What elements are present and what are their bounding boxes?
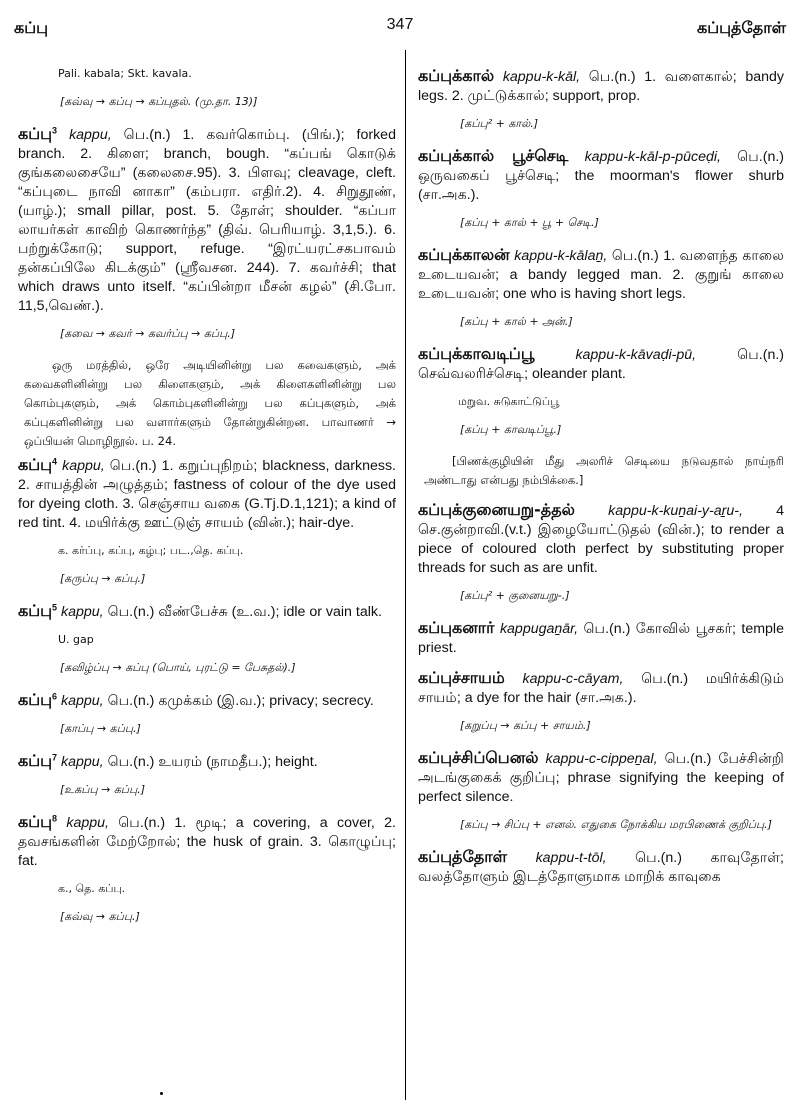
cognate-note: க., தெ. கப்பு.	[58, 882, 126, 895]
left-column	[18, 52, 396, 939]
page-number: 347	[386, 16, 414, 33]
headword: கப்பு	[18, 601, 53, 620]
definition: பெ.(n.) 1. மூடி; a covering, a cover, 2. தவசங்களின் மேற்றோல்; the husk of grain. 3. கொழுப்பு; fat.	[18, 815, 396, 869]
homonym-number: 7	[52, 752, 58, 763]
headword: கப்புக்காலன்	[418, 245, 510, 264]
explanatory-note: [பிணக்குழியின் மீது அலரிச் செடியை நடுவதால் நாய்நரி அண்டாது என்பது நம்பிக்கை.]	[424, 454, 784, 487]
transliteration: kappu-c-cāyam,	[522, 671, 624, 687]
etymology-note: [கப்பு + கால் + அன்.]	[460, 315, 573, 328]
etymology-note: [கவ்வு → கப்பு → கப்புதல். (மு.தா. 13)]	[60, 95, 258, 108]
dictionary-entry	[18, 455, 396, 533]
definition: பெ.(n.) காவுதோள்; வலத்தோளும் இடத்தோளுமாக மாறிக் காவுகை	[418, 850, 784, 885]
headword: கப்புத்தோள்	[418, 847, 508, 866]
transliteration: kappu,	[62, 458, 105, 474]
headword: கப்புக்காவடிப்பூ	[418, 344, 535, 363]
dictionary-entry	[18, 124, 396, 316]
definition: பெ.(n.) செவ்வலரிச்செடி; oleander plant.	[418, 347, 784, 382]
headword: கப்புச்சிப்பெனல்	[418, 748, 539, 767]
definition: 4 செ.குன்றாவி.(v.t.) இழையோட்டுதல் (வின்.); to render a piece of coloured cloth perfect by substituting proper threads for such as are unfit.	[418, 503, 784, 576]
transliteration: kappu,	[61, 604, 104, 620]
right-column	[418, 52, 784, 897]
transliteration: kappugaṉār,	[499, 621, 579, 637]
etymology-note: [கப்பு → சிப்பு + எனல். எதுகை நோக்கிய மரபிணைக் குறிப்பு.]	[460, 818, 772, 831]
homonym-number: 6	[52, 691, 58, 702]
page-speck	[160, 1092, 163, 1095]
headword: கப்புகனார்	[418, 618, 495, 637]
dictionary-entry	[418, 668, 784, 708]
dictionary-entry	[418, 344, 784, 384]
homonym-number: 3	[52, 125, 58, 136]
definition: பெ.(n.) வீண்பேச்சு (உ.வ.); idle or vain talk.	[107, 604, 382, 620]
cognate-note: க. கர்ப்பு, கப்பு, கழ்பு; பட.,தெ. கப்பு.	[58, 544, 244, 557]
etymology-note: [கறுப்பு → கப்பு + சாயம்.]	[460, 719, 591, 732]
etymology-note: [காப்பு → கப்பு.]	[60, 722, 141, 735]
definition: பெ.(n.) பேச்சின்றி அடங்குகைக் குறிப்பு; phrase signifying the keeping of perfect silence.	[418, 751, 784, 805]
headword: கப்பு	[18, 124, 53, 143]
cognate-note: U. gap	[58, 633, 94, 646]
header-right-headword: கப்புத்தோள்	[696, 18, 786, 37]
headword: கப்புச்சாயம்	[418, 668, 505, 687]
transliteration: kappu-t-tōl,	[535, 850, 607, 866]
definition: பெ.(n.) மயிர்க்கிடும் சாயம்; a dye for the hair (சா.அக.).	[418, 671, 784, 706]
definition: பெ.(n.) உயரம் (நாமதீப.); height.	[107, 754, 318, 770]
explanatory-note: ஒரு மரத்தில், ஒரே அடியினின்று பல கவைகளும், அக் கவைகளினின்று பல கிளைகளும், அக் கிளைகளினின்று பல கொம்புகளும், அக் கொம்புகளினின்று பல கப்புகளும், அக் கப்புகளினின்று பல வளார்களும் தோன்றுகின்றன. பாவாணர் → ஒப்பியன் மொழிநூல். ப. 24.	[24, 358, 396, 448]
transliteration: kappu,	[61, 754, 104, 770]
column-divider	[405, 50, 406, 1100]
headword: கப்புக்குனையறு-த்தல்	[418, 500, 575, 519]
etymology-note: [உகப்பு → கப்பு.]	[60, 783, 146, 796]
transliteration: kappu-k-kuṉai-y-aṟu-,	[608, 503, 743, 519]
dictionary-entry	[418, 245, 784, 304]
homonym-number: 8	[52, 813, 58, 824]
transliteration: kappu,	[66, 815, 109, 831]
dictionary-entry	[18, 812, 396, 871]
homonym-number: 4	[52, 456, 58, 467]
etymology-note: [கப்பு + கால் + பூ + செடி.]	[460, 216, 599, 229]
definition: பெ.(n.) 1. வளைகால்; bandy legs. 2. முட்டுக்கால்; support, prop.	[418, 69, 784, 104]
transliteration: kappu-c-cippeṉal,	[545, 751, 658, 767]
dictionary-entry	[18, 601, 396, 622]
page-header	[0, 0, 800, 42]
headword: கப்பு	[18, 690, 53, 709]
transliteration: kappu-k-kālaṉ,	[514, 248, 608, 264]
transliteration: kappu,	[61, 693, 104, 709]
etymology-note: [கப்பு² + கால்.]	[460, 117, 539, 130]
dictionary-entry	[418, 500, 784, 578]
definition: பெ.(n.) கோவில் பூசகர்; temple priest.	[418, 621, 784, 656]
transliteration: kappu-k-kāl-p-pūceḍi,	[584, 149, 721, 165]
definition: பெ.(n.) 1. கவர்கொம்பு. (பிங்.); forked branch. 2. கிளை; branch, bough. “கப்பங் கொடுக் குங்கலைசையே” (கலைசை.95). 3. பிளவு; cleavage, cleft. “கப்புடை நாவி னாகா” (கம்பரா. எதிர்.2). 4. சிறுதூண், (யாழ்.); small pillar, post. 5. தோள்; shoulder. “கப்பா லாயர்கள் காவிற் கொணர்ந்த” (திவ். பெரியாழ். 3,1,5.). 6. பற்றுக்கோடு; support, refuge. “இரட்யரட்சகபாவம் தன்கப்பிலே கிடக்கும்” (ஸ்ரீவசன. 244). 7. கவர்ச்சி; that which draws unto itself. “கப்பின்றா மீசன் கழல்” (சி.போ. 11,5,வெண்.).	[18, 127, 396, 314]
headword: கப்புக்கால் பூச்செடி	[418, 146, 569, 165]
dictionary-entry	[418, 66, 784, 106]
headword: கப்புக்கால்	[418, 66, 495, 85]
synonym-note: மறுவ. சுடுகாட்டுப்பூ	[458, 395, 560, 408]
definition: பெ.(n.) 1. கறுப்புநிறம்; blackness, darkness. 2. சாயத்தின் அழுத்தம்; fastness of colour of the dye used for dyeing cloth. 3. செஞ்சாய வகை (G.Tj.D.1,121); a kind of red tint. 4. மயிர்க்கு ஊட்டுஞ் சாயம் (வின்.); hair-dye.	[18, 458, 396, 531]
definition: பெ.(n.) கமுக்கம் (இ.வ.); privacy; secrecy.	[107, 693, 374, 709]
etymology-note: [கவை → கவர் → கவர்ப்பு → கப்பு.]	[60, 327, 236, 340]
headword: கப்பு	[18, 751, 53, 770]
dictionary-entry	[418, 618, 784, 658]
transliteration: kappu-k-kāvaḍi-pū,	[575, 347, 697, 363]
cognate-note: Pali. kabala; Skt. kavala.	[58, 67, 192, 80]
dictionary-entry	[418, 146, 784, 205]
etymology-note: [கவ்வு → கப்பு.]	[60, 910, 140, 923]
etymology-note: [கப்பு² + குனையறு-.]	[460, 589, 570, 602]
headword: கப்பு	[18, 455, 53, 474]
header-left-headword: கப்பு	[14, 18, 49, 37]
homonym-number: 5	[52, 602, 58, 613]
etymology-note: [கருப்பு → கப்பு.]	[60, 572, 146, 585]
etymology-note: [கவிழ்ப்பு → கப்பு (பொய், புரட்டு = பேசுதல்).]	[60, 661, 296, 674]
etymology-note: [கப்பு + காவடிப்பூ.]	[460, 423, 562, 436]
dictionary-entry	[418, 748, 784, 807]
definition: பெ.(n.) ஒருவகைப் பூச்செடி; the moorman's flower shurb (சா.அக.).	[418, 149, 784, 203]
dictionary-entry	[418, 847, 784, 887]
dictionary-entry	[18, 751, 396, 772]
headword: கப்பு	[18, 812, 53, 831]
dictionary-entry	[18, 690, 396, 711]
definition: பெ.(n.) 1. வளைந்த காலை உடையவன்; a bandy legged man. 2. குறுங் காலை உடையவன்; one who is having short legs.	[418, 248, 784, 302]
transliteration: kappu,	[69, 127, 112, 143]
transliteration: kappu-k-kāl,	[502, 69, 581, 85]
